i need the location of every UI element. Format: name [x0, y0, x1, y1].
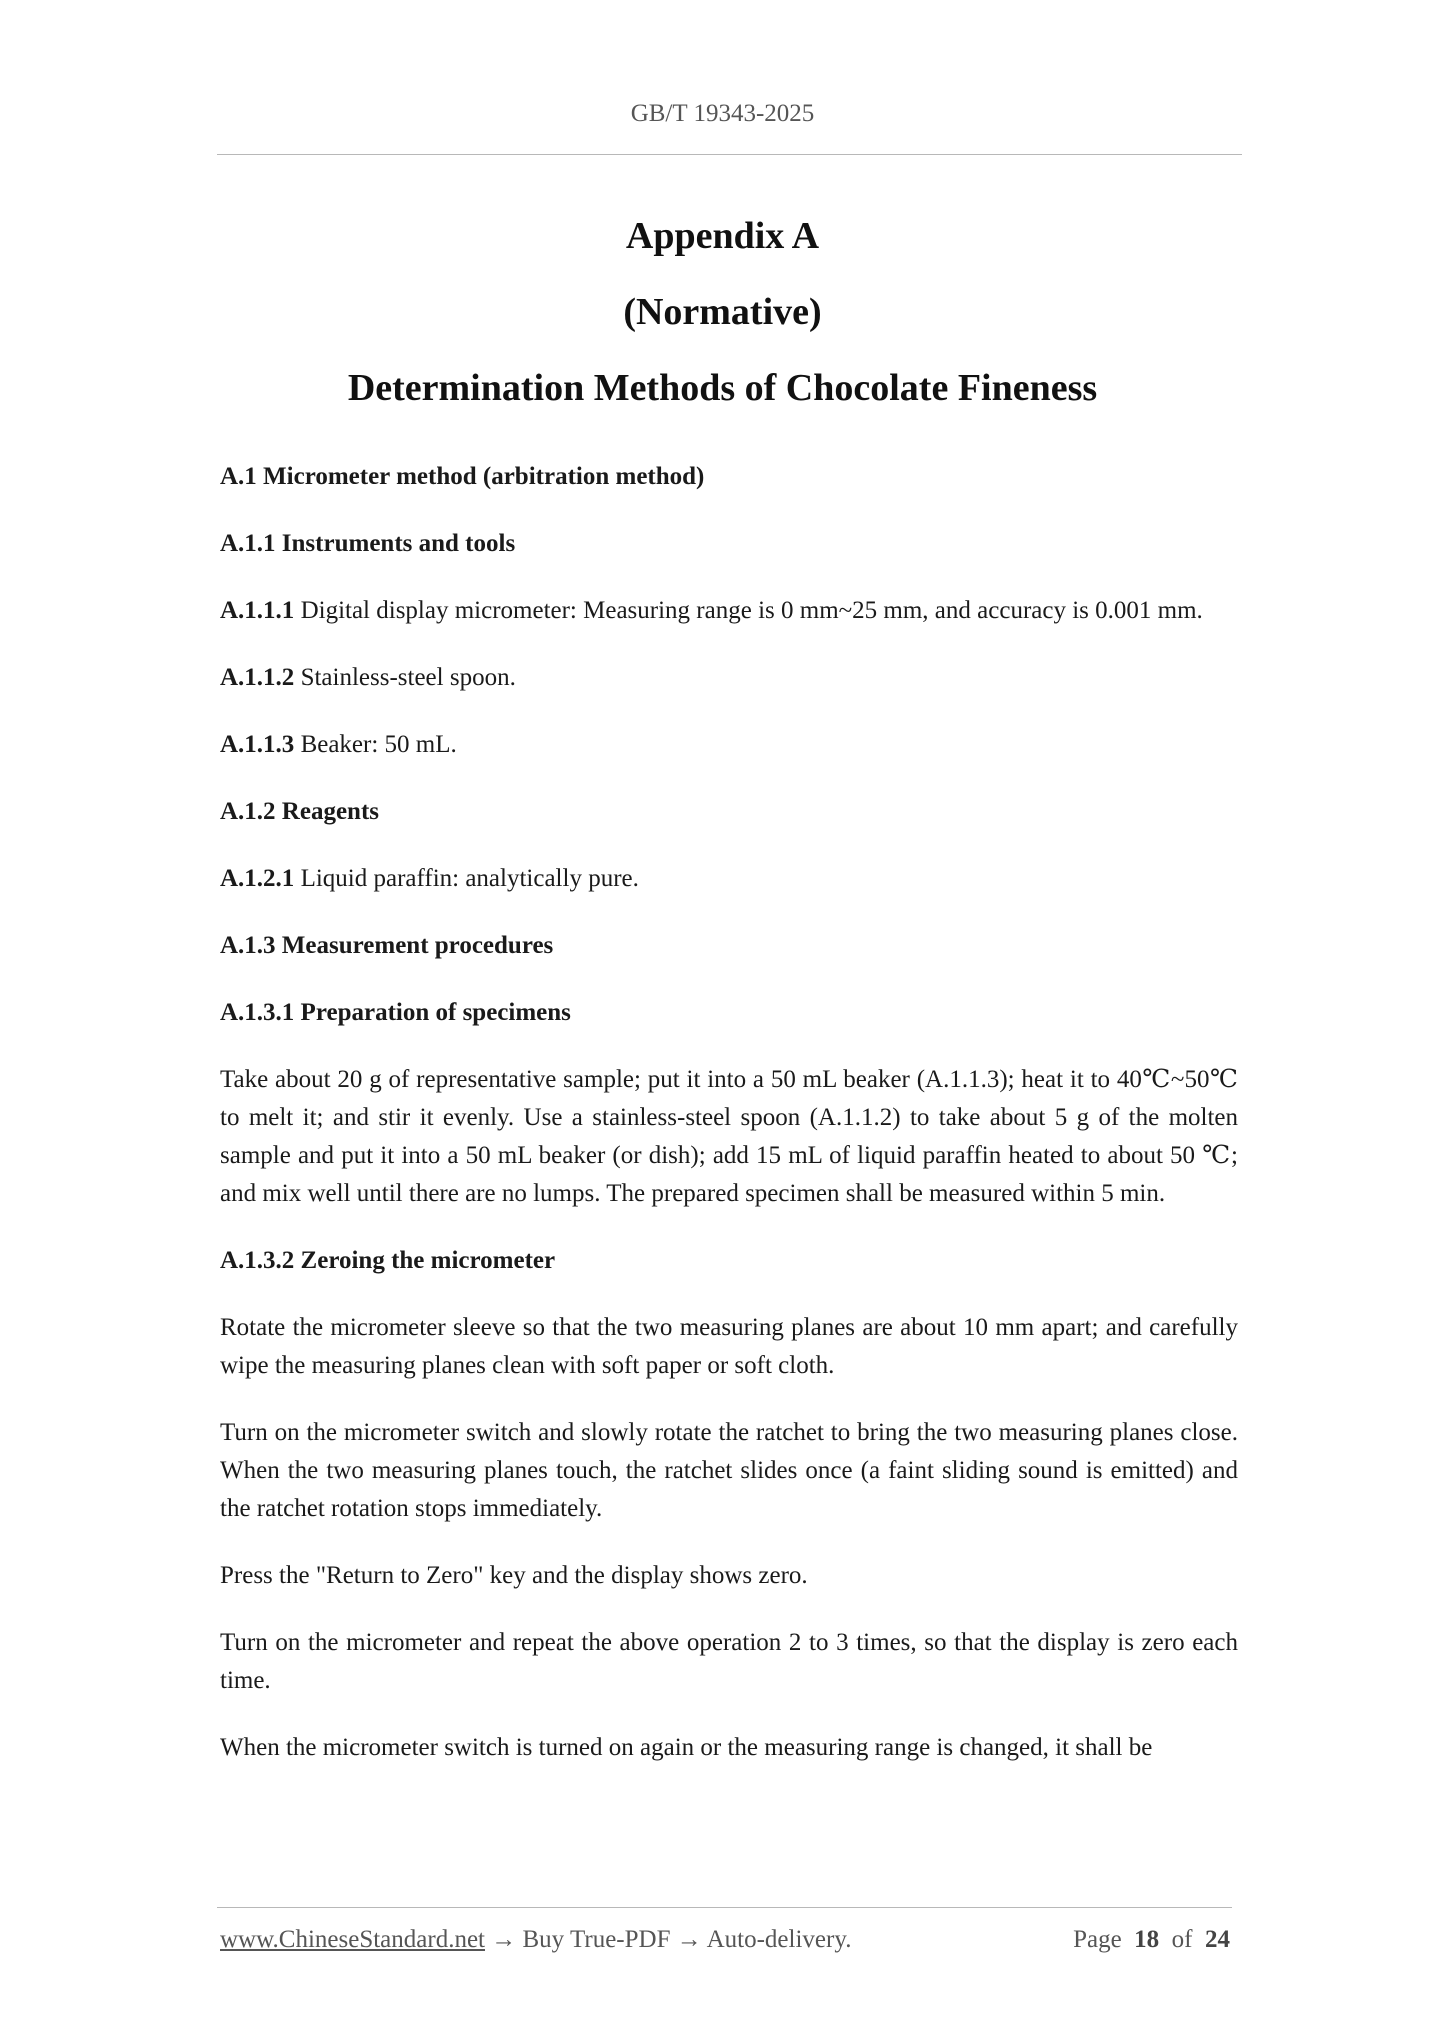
section-heading-a1-3-2: A.1.3.2 Zeroing the micrometer [220, 1247, 556, 1274]
footer-divider [217, 1907, 1232, 1908]
clause-text: Liquid paraffin: analytically pure. [294, 865, 639, 892]
clause-number: A.1.1.2 [220, 664, 295, 691]
clause-a1-1-1 [220, 592, 1238, 630]
clause-text: Digital display micrometer: Measuring range is 0 mm~25 mm, and accuracy is 0.001 mm. [294, 597, 1203, 624]
section-heading-a1-3: A.1.3 Measurement procedures [220, 932, 554, 959]
footer-promo [220, 1926, 851, 1954]
paragraph-specimen-preparation: Take about 20 g of representative sample; put it into a 50 mL beaker (A.1.1.3); heat it to 40℃~50℃ to melt it; and stir it evenly. Use a stainless-steel spoon (A.1.1.2) to take about 5 g of the molten sample and put it into a 50 mL beaker (or dish); add 15 mL of liquid paraffin heated to about 50 ℃; and mix well until there are no lumps. The prepared specimen shall be measured within 5 min. [220, 1066, 1238, 1207]
clause-a1-2-1 [220, 860, 1238, 898]
page-current: 18 [1134, 1926, 1160, 1953]
appendix-title: Appendix A [625, 215, 820, 257]
section-heading-a1-2: A.1.2 Reagents [220, 798, 380, 825]
section-heading-a1: A.1 Micrometer method (arbitration method) [220, 463, 705, 490]
footer-promo-text: → Buy True-PDF → Auto-delivery. [485, 1926, 852, 1953]
page-of: of [1171, 1926, 1193, 1953]
page-label: Page [1073, 1926, 1122, 1953]
paragraph-zeroing-1: Rotate the micrometer sleeve so that the two measuring planes are about 10 mm apart; and carefully wipe the measuring planes clean with soft paper or soft cloth. [220, 1314, 1238, 1379]
document-body [220, 458, 1238, 1796]
clause-number: A.1.1.1 [220, 597, 295, 624]
clause-text: Beaker: 50 mL. [294, 731, 457, 758]
appendix-subject: Determination Methods of Chocolate Fineness [347, 367, 1098, 409]
page-number [1073, 1926, 1230, 1954]
header-divider [217, 154, 1242, 155]
paragraph-zeroing-3: Press the "Return to Zero" key and the display shows zero. [220, 1562, 808, 1589]
paragraph-zeroing-5: When the micrometer switch is turned on again or the measuring range is changed, it shall be [220, 1734, 1153, 1761]
section-heading-a1-1: A.1.1 Instruments and tools [220, 530, 516, 557]
website-link[interactable]: www.ChineseStandard.net [220, 1926, 485, 1953]
paragraph-zeroing-2: Turn on the micrometer switch and slowly rotate the ratchet to bring the two measuring planes close. When the two measuring planes touch, the ratchet slides once (a faint sliding sound is emitted) and the ratchet rotation stops immediately. [220, 1419, 1238, 1522]
page-total: 24 [1205, 1926, 1230, 1953]
clause-number: A.1.1.3 [220, 731, 295, 758]
clause-a1-1-2 [220, 659, 1238, 697]
document-header: GB/T 19343-2025 [630, 100, 815, 127]
clause-number: A.1.2.1 [220, 865, 295, 892]
section-heading-a1-3-1: A.1.3.1 Preparation of specimens [220, 999, 571, 1026]
appendix-type: (Normative) [623, 291, 822, 333]
clause-text: Stainless-steel spoon. [294, 664, 516, 691]
paragraph-zeroing-4: Turn on the micrometer and repeat the above operation 2 to 3 times, so that the display is zero each time. [220, 1629, 1238, 1694]
clause-a1-1-3 [220, 726, 1238, 764]
